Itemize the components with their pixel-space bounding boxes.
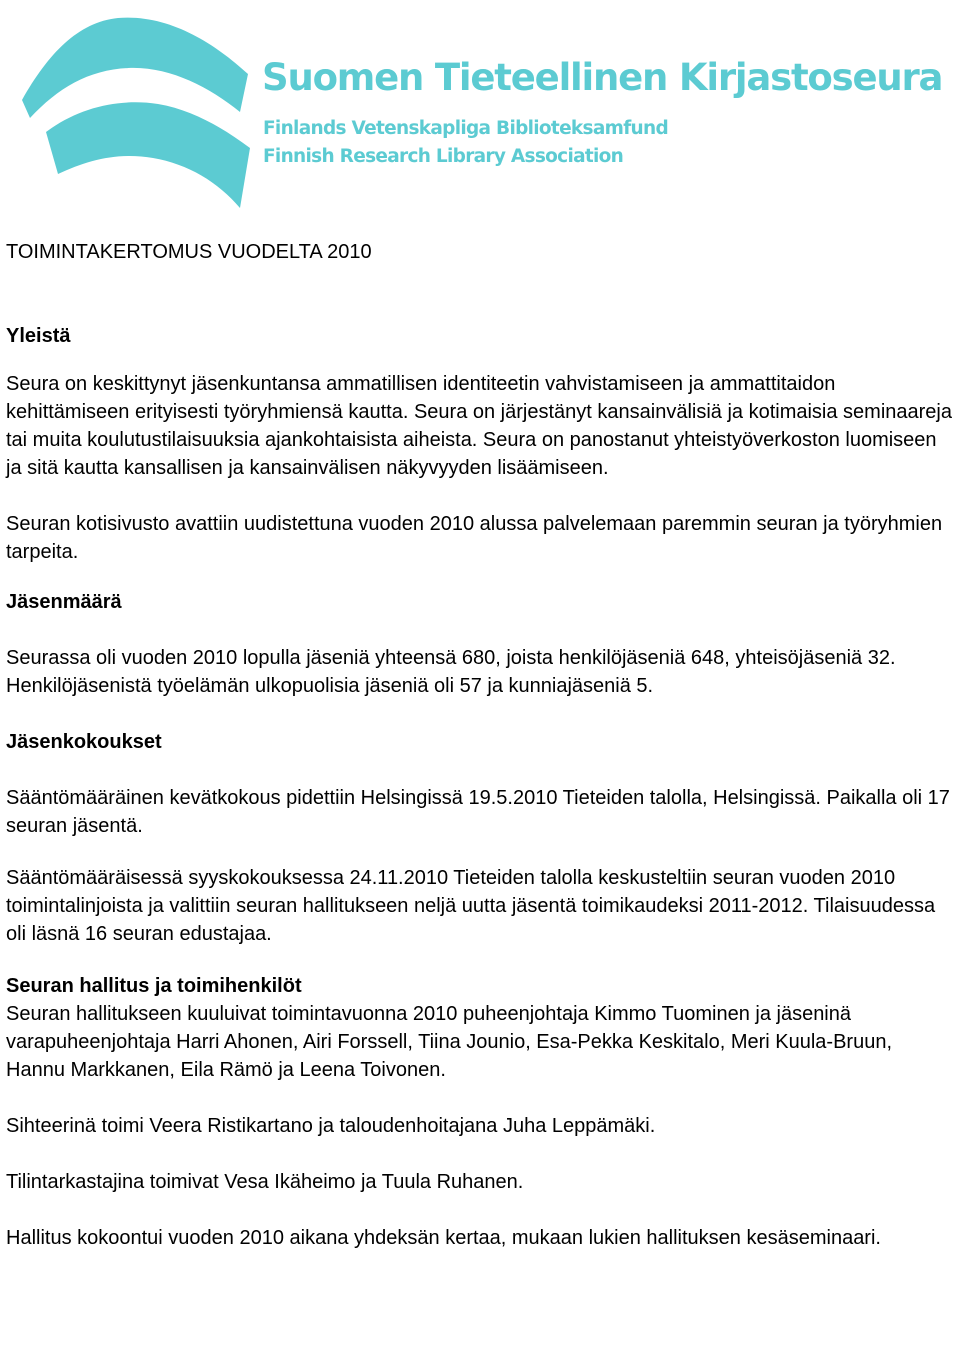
paragraph-general-2: Seuran kotisivusto avattiin uudistettuna vuoden 2010 alussa palvelemaan paremmin seuran ja työryhmien tarpeita. <box>6 513 943 563</box>
paragraph-board-2: Sihteerinä toimi Veera Ristikartano ja taloudenhoitajana Juha Leppämäki. <box>6 1115 656 1137</box>
logo-subtitle-swedish: Finlands Vetenskapliga Biblioteksamfund <box>263 118 669 139</box>
logo-title: Suomen Tieteellinen Kirjastoseura <box>262 56 943 99</box>
section-heading-meetings: Jäsenkokoukset <box>6 731 162 753</box>
paragraph-membership-1: Seurassa oli vuoden 2010 lopulla jäseniä yhteensä 680, joista henkilöjäseniä 648, yhteisöjäseniä 32. Henkilöjäsenistä työelämän ulkopuolisia jäseniä oli 57 ja kunniajäseniä 5. <box>6 647 896 697</box>
paragraph-board-3: Tilintarkastajina toimivat Vesa Ikäheimo ja Tuula Ruhanen. <box>6 1171 524 1193</box>
book-pages-logo-icon <box>18 14 258 210</box>
paragraph-general-1: Seura on keskittynyt jäsenkuntansa ammatillisen identiteetin vahvistamiseen ja ammattitaidon kehittämiseen erityisesti työryhmiensä kautta. Seura on järjestänyt kansainvälisiä ja kotimaisia seminaareja tai muita koulutustilaisuuksia ajankohtaisista aiheista. Seura on panostanut yhteistyöverkoston luomiseen ja sitä kautta kansallisen ja kansainvälisen näkyvyyden lisäämiseen. <box>6 373 952 479</box>
paragraph-meetings-2: Sääntömääräisessä syyskokouksessa 24.11.2010 Tieteiden talolla keskusteltiin seuran vuoden 2010 toimintalinjoista ja valittiin seuran hallitukseen neljä uutta jäsentä toimikaudeksi 2011-2012. Tilaisuudessa oli läsnä 16 seuran edustajaa. <box>6 867 936 945</box>
document-title: TOIMINTAKERTOMUS VUODELTA 2010 <box>6 241 372 263</box>
logo-subtitle-english: Finnish Research Library Association <box>263 146 624 167</box>
paragraph-board-1: Seuran hallitukseen kuuluivat toimintavuonna 2010 puheenjohtaja Kimmo Tuominen ja jäseninä varapuheenjohtaja Harri Ahonen, Airi Forssell, Tiina Jounio, Esa-Pekka Keskitalo, Meri Kuula-Bruun, Hannu Markkanen, Eila Rämö ja Leena Toivonen. <box>6 1003 893 1081</box>
paragraph-meetings-1: Sääntömääräinen kevätkokous pidettiin Helsingissä 19.5.2010 Tieteiden talolla, Helsingissä. Paikalla oli 17 seuran jäsentä. <box>6 787 950 837</box>
paragraph-board-4: Hallitus kokoontui vuoden 2010 aikana yhdeksän kertaa, mukaan lukien hallituksen kesäseminaari. <box>6 1227 881 1249</box>
section-heading-membership: Jäsenmäärä <box>6 591 122 613</box>
association-logo <box>0 0 960 210</box>
document-body <box>6 238 954 1252</box>
section-heading-general: Yleistä <box>6 325 71 347</box>
section-heading-board: Seuran hallitus ja toimihenkilöt <box>6 975 302 997</box>
